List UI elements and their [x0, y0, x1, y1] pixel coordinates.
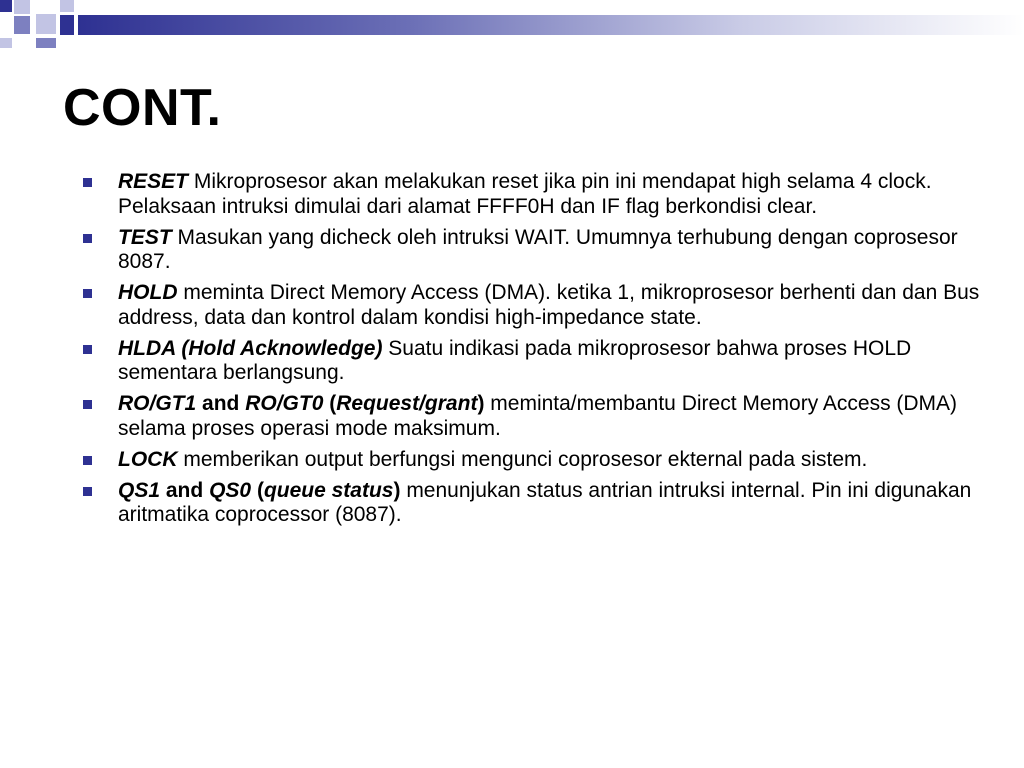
paren-term: queue status	[263, 478, 394, 502]
bullet-item-rogt	[80, 392, 980, 441]
description: meminta Direct Memory Access (DMA). ketika 1, mikroprosesor berhenti dan dan Bus address, data dan kontrol dalam kondisi high-impedance state.	[118, 281, 980, 329]
term: QS0	[209, 478, 252, 502]
decor-square	[14, 16, 30, 34]
paren-open: (	[329, 392, 337, 415]
bullet-item-qs	[80, 479, 980, 528]
decor-square	[36, 38, 56, 48]
description: memberikan output berfungsi mengunci coprosesor ekternal pada sistem.	[183, 447, 868, 471]
bullet-item-lock	[80, 448, 980, 473]
description: Suatu indikasi pada mikroprosesor bahwa proses HOLD sementara berlangsung.	[118, 336, 912, 384]
term: RO/GT0	[245, 392, 324, 415]
conjunction: and	[202, 392, 240, 415]
bullet-list	[80, 170, 980, 534]
header-band	[78, 15, 1024, 35]
square-bullet-icon	[83, 456, 92, 465]
description: menunjukan status antrian intruksi internal. Pin ini digunakan aritmatika coprocessor (8087).	[118, 478, 972, 526]
paren-term: Request/grant	[336, 392, 478, 415]
term: RESET	[118, 170, 189, 193]
decor-square	[0, 0, 12, 12]
paren-open: (	[256, 478, 264, 502]
decor-square	[0, 38, 12, 48]
term: HLDA (Hold Acknowledge)	[118, 336, 383, 360]
term: QS1	[118, 478, 161, 502]
bullet-item-hold	[80, 281, 980, 330]
paren-close: )	[477, 392, 485, 415]
decor-square	[60, 0, 74, 12]
term: HOLD	[118, 281, 178, 304]
term: TEST	[118, 225, 172, 249]
description: Mikroprosesor akan melakukan reset jika pin ini mendapat high selama 4 clock. Pelaksaan intruksi dimulai dari alamat FFFF0H dan IF flag berkondisi clear.	[118, 170, 932, 218]
square-bullet-icon	[83, 345, 92, 354]
square-bullet-icon	[83, 289, 92, 298]
conjunction: and	[165, 478, 204, 502]
square-bullet-icon	[83, 400, 92, 409]
bullet-item-hlda	[80, 337, 980, 386]
description: meminta/membantu Direct Memory Access (DMA) selama proses operasi mode maksimum.	[118, 392, 958, 440]
term: LOCK	[118, 447, 178, 471]
decor-square	[60, 15, 74, 35]
square-bullet-icon	[83, 487, 92, 496]
square-bullet-icon	[83, 234, 92, 243]
decor-square	[14, 0, 30, 14]
term: RO/GT1	[118, 392, 197, 415]
paren-close: )	[393, 478, 401, 502]
bullet-item-test	[80, 226, 980, 275]
square-bullet-icon	[83, 178, 92, 187]
decor-square	[36, 14, 56, 34]
slide-title: CONT.	[63, 79, 222, 137]
bullet-item-reset	[80, 170, 980, 219]
description: Masukan yang dicheck oleh intruksi WAIT. Umumnya terhubung dengan coprosesor 8087.	[118, 225, 958, 273]
